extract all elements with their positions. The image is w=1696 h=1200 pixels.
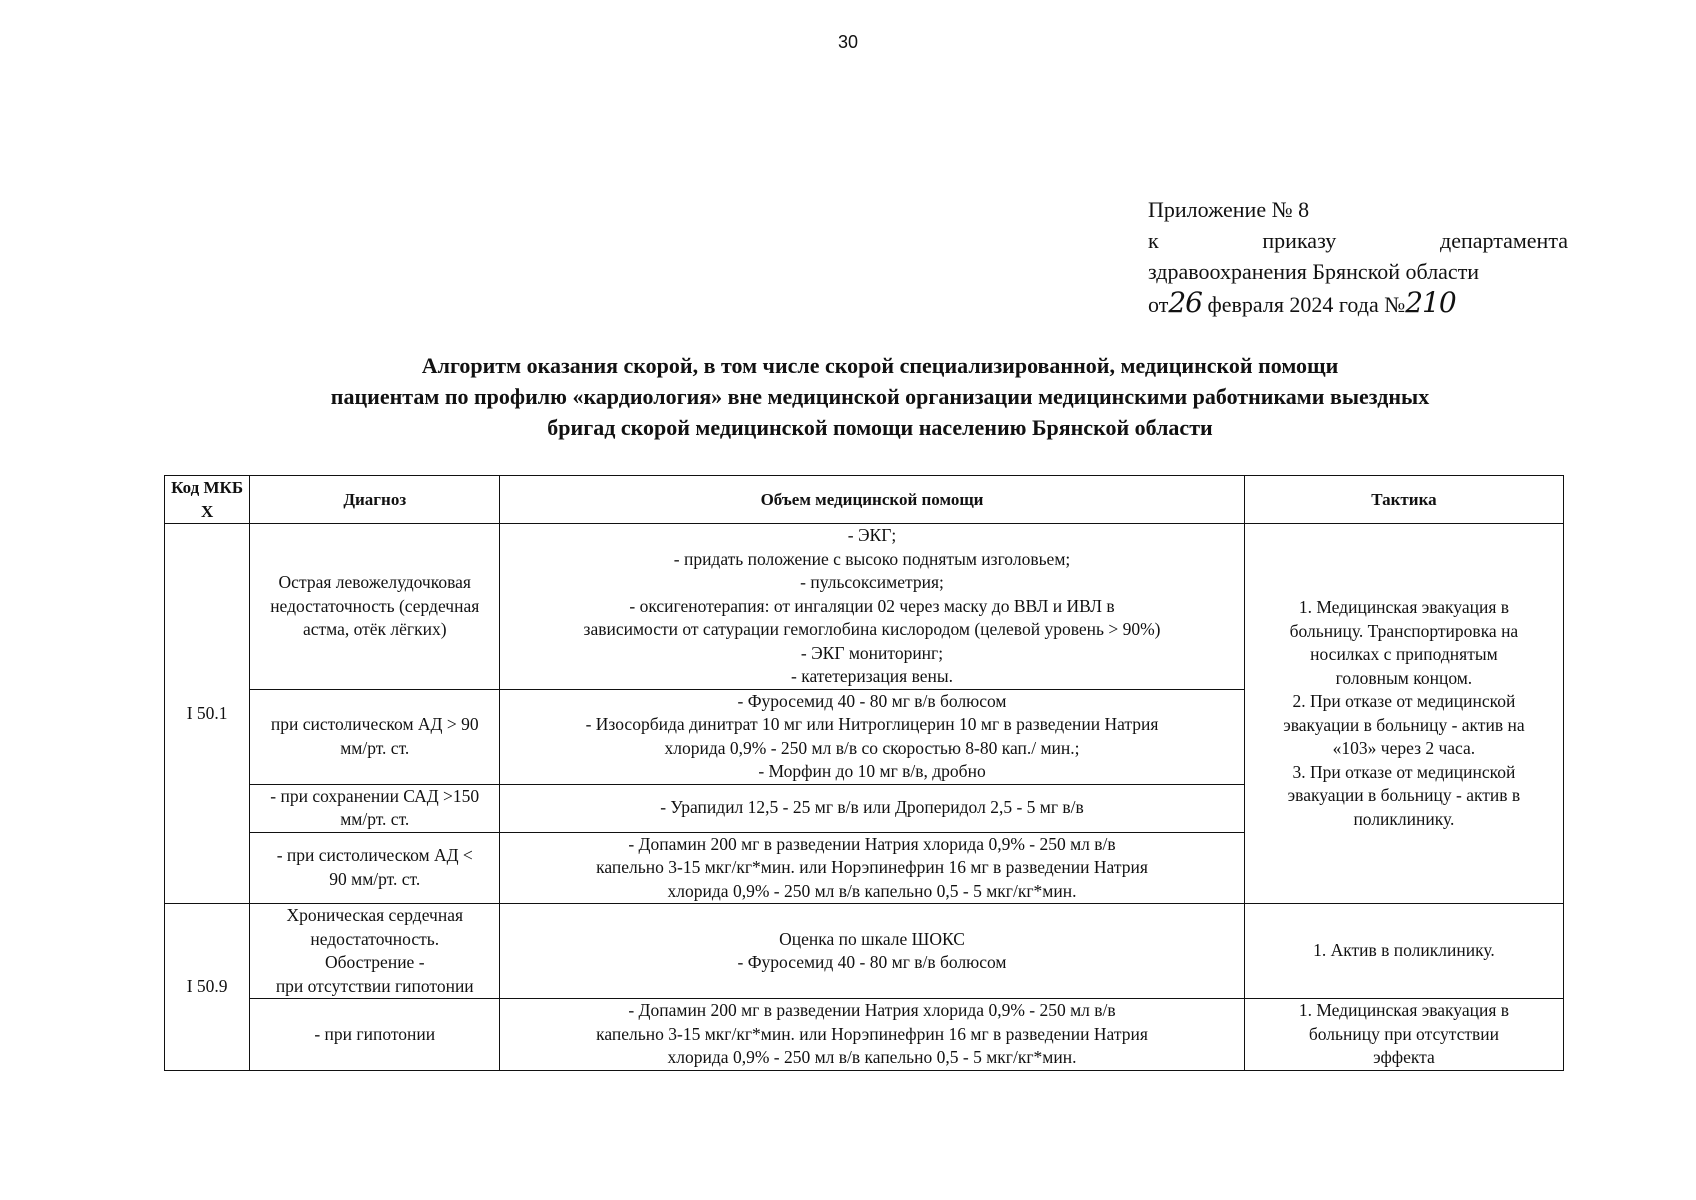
algorithm-table (164, 475, 1564, 1071)
text-line: при систолическом АД > 90 (270, 714, 479, 734)
text-line: капельно 3-15 мкг/кг*мин. или Норэпинефрин 16 мг в разведении Натрия (596, 1023, 1148, 1044)
text-line: - при систолическом АД < (276, 845, 473, 866)
text-line: мм/рт. ст. (340, 737, 410, 758)
table-header-row (165, 476, 1564, 524)
header-tactics: Тактика (1244, 476, 1563, 524)
text-line: - ЭКГ мониторинг; (800, 642, 944, 663)
table-row (165, 524, 1564, 690)
page-number: 30 (837, 32, 859, 52)
handwritten-day: 26 (1168, 286, 1202, 319)
text-line: - Изосорбида динитрат 10 мг или Нитроглицерин 10 мг в разведении Натрия (585, 714, 1159, 734)
text-line: астма, отёк лёгких) (302, 619, 447, 639)
header-diagnosis: Диагноз (250, 476, 500, 524)
text-line: зависимости от сатурации гемоглобина кислородом (целевой уровень > 90%) (583, 619, 1161, 639)
date-prefix: от (1148, 292, 1169, 317)
diagnosis-cell (250, 832, 500, 904)
title-line: пациентам по профилю «кардиология» вне медицинской организации медицинскими работниками выездных (330, 384, 1430, 409)
volume-cell (500, 784, 1245, 832)
text-line: больницу. Транспортировка на (1289, 620, 1519, 641)
text-line: Острая левожелудочковая (278, 572, 471, 592)
text-line: хлорида 0,9% - 250 мл в/в капельно 0,5 - 5 мкг/кг*мин. (667, 880, 1077, 901)
appendix-word: департамента (1440, 228, 1568, 253)
text-line: эвакуации в больницу - актив на (1283, 714, 1525, 735)
table-row (165, 904, 1564, 999)
text-line: - Фуросемид 40 - 80 мг в/в болюсом (737, 690, 1007, 711)
text-line: поликлинику. (1353, 808, 1455, 829)
text-line: - при гипотонии (314, 1023, 436, 1044)
text-line: капельно 3-15 мкг/кг*мин. или Норэпинефрин 16 мг в разведении Натрия (596, 857, 1148, 877)
appendix-header (1148, 194, 1568, 320)
handwritten-order-number: 210 (1405, 286, 1456, 319)
text-line: - Допамин 200 мг в разведении Натрия хлорида 0,9% - 250 мл в/в (628, 1000, 1116, 1020)
text-line: - пульсоксиметрия; (800, 572, 944, 592)
text-line: 1. Актив в поликлинику. (1313, 940, 1495, 961)
icd-code: I 50.9 (165, 904, 250, 1071)
text-line: - придать положение с высоко поднятым изголовьем; (673, 548, 1071, 569)
diagnosis-cell (250, 904, 500, 999)
appendix-line-3: здравоохранения Брянской области (1148, 259, 1480, 284)
text-line: Оценка по шкале ШОКС (779, 928, 965, 949)
volume-cell (500, 524, 1245, 690)
volume-cell (500, 832, 1245, 904)
text-line: эффекта (1373, 1047, 1435, 1067)
text-line: 1. Медицинская эвакуация в (1298, 597, 1510, 617)
diagnosis-cell (250, 999, 500, 1071)
text-line: мм/рт. ст. (340, 809, 410, 829)
volume-cell (500, 904, 1245, 999)
date-text: февраля 2024 года № (1207, 292, 1406, 317)
header-volume: Объем медицинской помощи (500, 476, 1245, 524)
appendix-line-2 (1148, 225, 1568, 256)
text-line: эвакуации в больницу - актив в (1287, 785, 1521, 805)
diagnosis-cell (250, 524, 500, 690)
document-title (180, 350, 1580, 443)
text-line: носилках с приподнятым (1310, 644, 1498, 664)
text-line: - катетеризация вены. (791, 666, 953, 686)
tactics-cell (1244, 904, 1563, 999)
tactics-cell (1244, 524, 1563, 904)
text-line: - оксигенотерапия: от ингаляции 02 через маску до ВВЛ и ИВЛ в (629, 595, 1115, 616)
volume-cell (500, 999, 1245, 1071)
appendix-line-4 (1148, 287, 1568, 320)
text-line: - ЭКГ; (847, 525, 897, 545)
table-row (165, 999, 1564, 1071)
text-line: - Допамин 200 мг в разведении Натрия хлорида 0,9% - 250 мл в/в (628, 833, 1116, 854)
text-line: - Урапидил 12,5 - 25 мг в/в или Дроперидол 2,5 - 5 мг в/в (660, 797, 1084, 818)
icd-code: I 50.1 (165, 524, 250, 904)
volume-cell (500, 689, 1245, 784)
text-line: - Морфин до 10 мг в/в, дробно (758, 761, 986, 781)
diagnosis-cell (250, 689, 500, 784)
text-line: «103» через 2 часа. (1332, 738, 1476, 758)
text-line: головным концом. (1335, 667, 1473, 688)
text-line: больницу при отсутствии (1308, 1023, 1499, 1044)
text-line: 2. При отказе от медицинской (1292, 691, 1516, 711)
header-code: Код МКБ Х (165, 476, 250, 524)
text-line: недостаточность (сердечная (270, 595, 480, 616)
text-line: Хроническая сердечная (286, 905, 464, 925)
text-line: - Фуросемид 40 - 80 мг в/в болюсом (737, 952, 1007, 972)
text-line: 3. При отказе от медицинской (1292, 761, 1516, 782)
appendix-line-1: Приложение № 8 (1148, 197, 1310, 222)
text-line: 1. Медицинская эвакуация в (1298, 1000, 1510, 1020)
text-line: хлорида 0,9% - 250 мл в/в капельно 0,5 - 5 мкг/кг*мин. (667, 1047, 1077, 1067)
diagnosis-cell (250, 784, 500, 832)
appendix-word: к (1148, 228, 1159, 253)
text-line: хлорида 0,9% - 250 мл в/в со скоростью 8-80 кап./ мин.; (664, 737, 1080, 758)
appendix-word: приказу (1262, 228, 1337, 253)
title-line: Алгоритм оказания скорой, в том числе скорой специализированной, медицинской помощи (421, 353, 1339, 378)
tactics-cell (1244, 999, 1563, 1071)
text-line: - при сохранении САД >150 (270, 785, 480, 806)
text-line: недостаточность. (310, 928, 440, 949)
text-line: Обострение - (324, 952, 425, 972)
text-line: 90 мм/рт. ст. (329, 868, 421, 889)
title-line: бригад скорой медицинской помощи населению Брянской области (547, 415, 1213, 440)
text-line: при отсутствии гипотонии (275, 975, 474, 996)
